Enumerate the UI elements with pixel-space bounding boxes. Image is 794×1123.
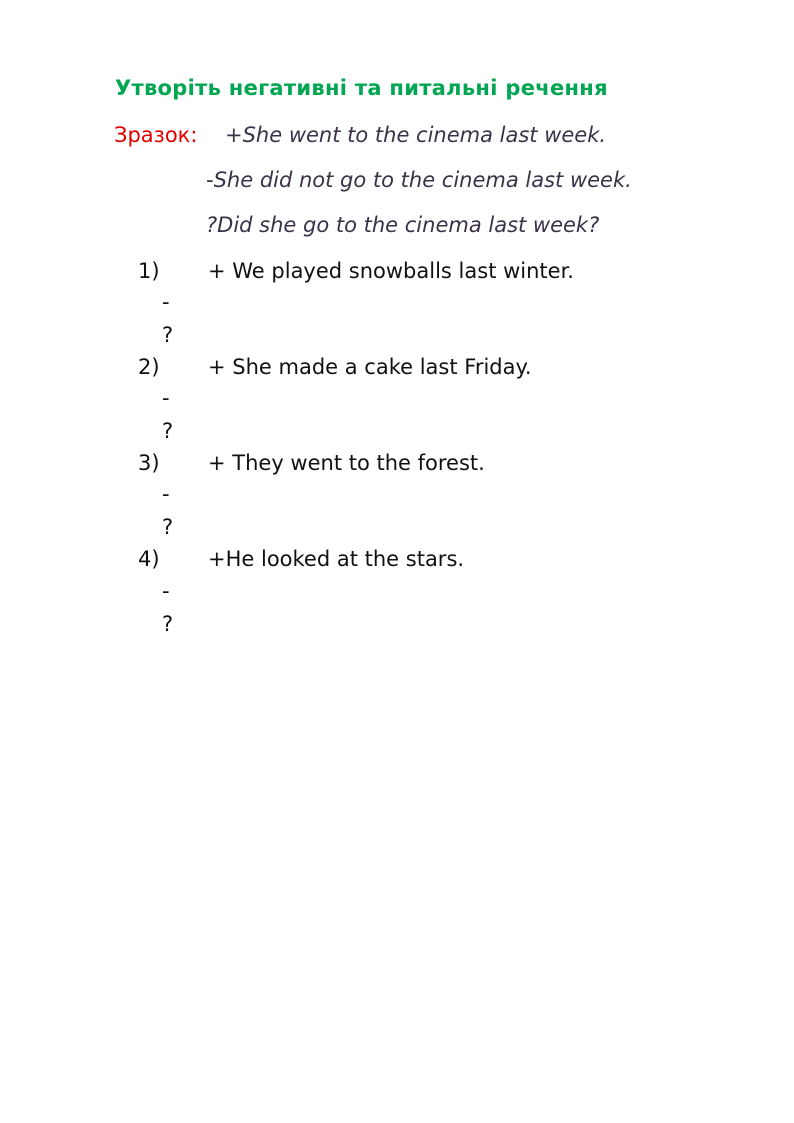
sample-label: Зразок: xyxy=(114,123,198,147)
exercise-sentence: +He looked at the stars. xyxy=(208,547,465,571)
exercise-sentence: + They went to the forest. xyxy=(208,451,485,475)
exercise-number: 3) xyxy=(138,451,160,475)
question-answer-mark: ? xyxy=(162,612,174,636)
worksheet-title: Утворіть негативні та питальні речення xyxy=(115,76,608,100)
exercise-sentence: + She made a cake last Friday. xyxy=(208,355,532,379)
sample-negative-sentence: -She did not go to the cinema last week. xyxy=(206,168,632,192)
question-answer-mark: ? xyxy=(162,419,174,443)
exercise-sentence: + We played snowballs last winter. xyxy=(208,259,574,283)
negative-answer-mark: - xyxy=(162,386,170,410)
question-answer-mark: ? xyxy=(162,323,174,347)
sample-question-sentence: ?Did she go to the cinema last week? xyxy=(206,213,600,237)
exercise-number: 1) xyxy=(138,259,160,283)
negative-answer-mark: - xyxy=(162,579,170,603)
exercise-number: 4) xyxy=(138,547,160,571)
negative-answer-mark: - xyxy=(162,482,170,506)
sample-positive-sentence: +She went to the cinema last week. xyxy=(225,123,607,147)
negative-answer-mark: - xyxy=(162,290,170,314)
exercise-number: 2) xyxy=(138,355,160,379)
question-answer-mark: ? xyxy=(162,515,174,539)
